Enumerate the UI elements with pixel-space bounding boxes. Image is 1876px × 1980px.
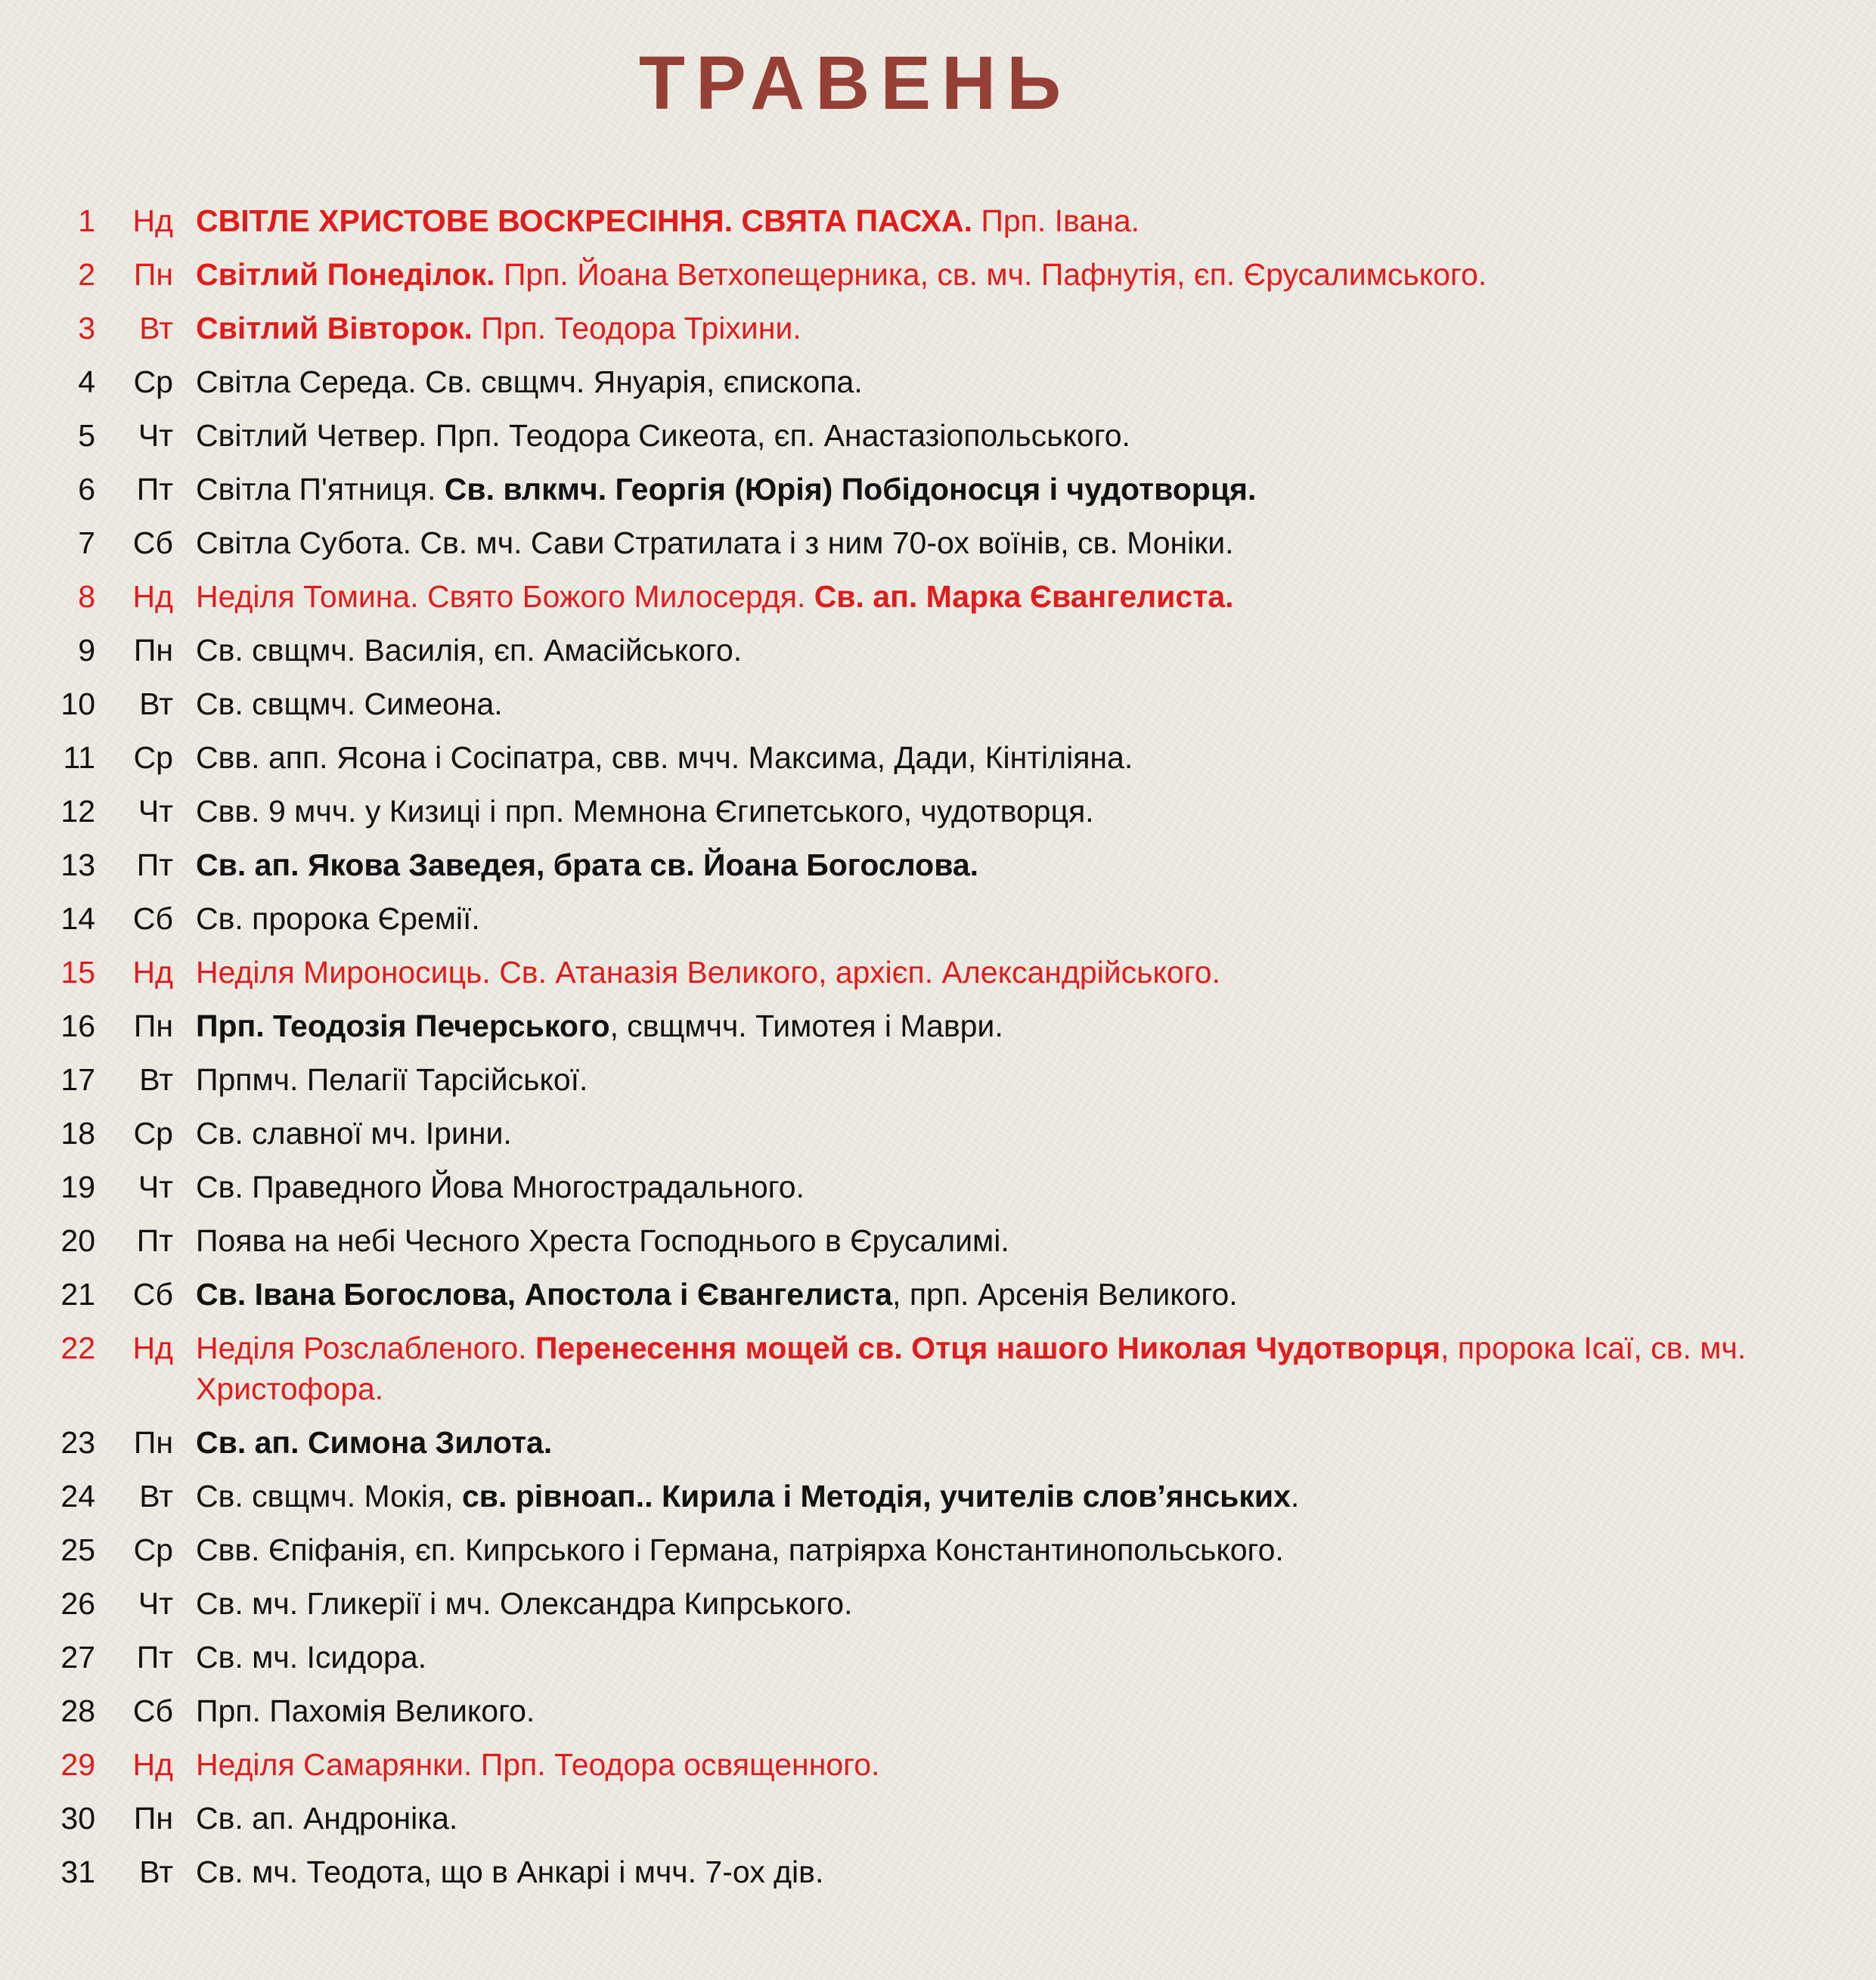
commemoration-text (196, 415, 1829, 456)
day-of-week: Пн (133, 633, 173, 668)
day-number: 14 (60, 901, 95, 936)
commemoration-text (196, 361, 1829, 402)
commemoration-regular: Св. свщмч. Мокія, (196, 1479, 462, 1514)
commemoration-regular: Прп. Івана. (972, 203, 1140, 238)
commemoration-regular: Свв. Єпіфанія, єп. Кипрського і Германа, патріярха Константинопольського. (196, 1532, 1284, 1567)
day-of-week: Вт (139, 1479, 173, 1514)
calendar-row (0, 1851, 1845, 1905)
commemoration-regular: Неділя Розслабленого. (196, 1331, 535, 1365)
commemoration-text (196, 469, 1829, 510)
day-number: 11 (63, 740, 95, 775)
day-of-week: Вт (139, 1062, 173, 1097)
day-number: 24 (60, 1479, 95, 1514)
commemoration-text (196, 1220, 1829, 1261)
calendar-row (0, 522, 1845, 576)
commemoration-regular: Світла П'ятниця. (196, 472, 445, 507)
commemoration-regular: Св. Праведного Йова Многострадального. (196, 1170, 805, 1204)
commemoration-regular: Прпмч. Пелагії Тарсійської. (196, 1062, 588, 1097)
day-of-week: Нд (132, 1747, 173, 1782)
commemoration-text (196, 1476, 1829, 1517)
day-of-week: Сб (132, 525, 173, 560)
commemoration-regular: Прп. Теодора Тріхини. (472, 311, 802, 345)
commemoration-regular: Свв. 9 мчч. у Кизиці і прп. Мемнона Єгипетського, чудотворця. (196, 794, 1094, 829)
calendar-row (0, 1328, 1845, 1422)
day-number: 30 (60, 1801, 95, 1836)
day-number: 28 (60, 1693, 95, 1728)
day-of-week: Сб (132, 1693, 173, 1728)
day-of-week: Вт (139, 311, 173, 345)
calendar-row (0, 1422, 1845, 1476)
day-number: 31 (60, 1855, 95, 1889)
day-of-week: Чт (138, 794, 173, 829)
commemoration-regular: Св. славної мч. Ірини. (196, 1116, 512, 1151)
day-of-week: Ср (133, 364, 173, 399)
commemoration-regular: Неділя Мироносиць. Св. Атаназія Великого, архієп. Александрійського. (196, 955, 1220, 990)
commemoration-text (196, 1005, 1829, 1046)
commemoration-text (196, 844, 1829, 885)
day-of-week: Чт (138, 418, 173, 453)
day-number: 20 (60, 1223, 95, 1258)
day-number: 13 (60, 847, 95, 882)
commemoration-text (196, 1744, 1829, 1785)
calendar-row (0, 630, 1845, 683)
commemoration-text (196, 1529, 1829, 1570)
day-number: 22 (60, 1331, 95, 1365)
day-number: 18 (60, 1116, 95, 1151)
page-title: ТРАВЕНЬ (638, 41, 1072, 125)
commemoration-regular: . (1290, 1479, 1300, 1514)
day-number: 5 (78, 418, 95, 453)
calendar-row (0, 1637, 1845, 1690)
commemoration-regular: , пророка Ісаї, св. мч. Христофора. (196, 1331, 1747, 1406)
day-number: 26 (60, 1586, 95, 1621)
commemoration-text (196, 254, 1829, 295)
day-of-week: Пн (133, 1425, 173, 1460)
calendar-row (0, 254, 1845, 308)
calendar-list (0, 200, 1845, 1905)
commemoration-regular: , свщмчч. Тимотея і Маври. (609, 1009, 1003, 1043)
commemoration-text (196, 1274, 1829, 1315)
commemoration-bold: Св. ап. Марка Євангелиста. (814, 579, 1234, 614)
calendar-row (0, 1798, 1845, 1851)
commemoration-regular: Прп. Пахомія Великого. (196, 1693, 535, 1728)
calendar-row (0, 898, 1845, 952)
day-number: 7 (78, 525, 95, 560)
day-number: 10 (60, 686, 95, 721)
commemoration-regular: Св. мч. Ісидора. (196, 1640, 427, 1675)
day-of-week: Чт (138, 1170, 173, 1204)
calendar-row (0, 1059, 1845, 1113)
commemoration-regular: Св. мч. Теодота, що в Анкарі і мчч. 7-ох дів. (196, 1855, 824, 1889)
calendar-row (0, 1113, 1845, 1167)
day-of-week: Вт (139, 1855, 173, 1889)
day-of-week: Ср (133, 1116, 173, 1151)
commemoration-bold: Св. ап. Якова Заведея, брата св. Йоана Богослова. (196, 847, 979, 882)
commemoration-text (196, 522, 1829, 563)
commemoration-regular: Св. ап. Андроніка. (196, 1801, 458, 1836)
commemoration-text (196, 1583, 1829, 1624)
day-number: 2 (78, 257, 95, 292)
day-of-week: Вт (139, 686, 173, 721)
commemoration-regular: Світла Середа. Св. свщмч. Януарія, єпископа. (196, 364, 863, 399)
day-number: 27 (60, 1640, 95, 1675)
commemoration-text (196, 791, 1829, 832)
commemoration-text (196, 1167, 1829, 1207)
day-of-week: Сб (132, 1277, 173, 1312)
day-number: 21 (60, 1277, 95, 1312)
day-number: 9 (78, 633, 95, 668)
day-of-week: Пн (133, 1801, 173, 1836)
commemoration-regular: Свв. апп. Ясона і Сосіпатра, свв. мчч. Максима, Дади, Кінтіліяна. (196, 740, 1133, 775)
calendar-row (0, 1005, 1845, 1059)
calendar-row (0, 1476, 1845, 1529)
calendar-row (0, 200, 1845, 254)
day-number: 29 (60, 1747, 95, 1782)
commemoration-regular: Св. мч. Гликерії і мч. Олександра Кипрського. (196, 1586, 853, 1621)
calendar-row (0, 1583, 1845, 1637)
day-number: 25 (60, 1532, 95, 1567)
calendar-row (0, 1529, 1845, 1583)
calendar-row (0, 415, 1845, 469)
day-number: 12 (60, 794, 95, 829)
commemoration-regular: Прп. Йоана Ветхопещерника, св. мч. Пафнутія, єп. Єрусалимського. (495, 257, 1487, 292)
commemoration-regular: Неділя Томина. Свято Божого Милосердя. (196, 579, 814, 614)
day-of-week: Пт (136, 1223, 173, 1258)
calendar-row (0, 1690, 1845, 1744)
day-of-week: Пн (133, 257, 173, 292)
day-number: 16 (60, 1009, 95, 1043)
calendar-row (0, 1744, 1845, 1798)
calendar-row (0, 791, 1845, 844)
day-of-week: Ср (133, 740, 173, 775)
calendar-row (0, 469, 1845, 522)
calendar-row (0, 1167, 1845, 1220)
day-number: 3 (78, 311, 95, 345)
day-of-week: Нд (132, 203, 173, 238)
calendar-row (0, 844, 1845, 898)
commemoration-text (196, 1851, 1829, 1892)
day-number: 6 (78, 472, 95, 507)
commemoration-bold: Перенесення мощей св. Отця нашого Николая Чудотворця (535, 1331, 1440, 1365)
day-of-week: Нд (132, 1331, 173, 1365)
commemoration-bold: Світлий Понеділок. (196, 257, 495, 292)
calendar-row (0, 1220, 1845, 1274)
commemoration-text (196, 683, 1829, 724)
day-of-week: Нд (132, 955, 173, 990)
calendar-row (0, 1274, 1845, 1328)
day-of-week: Пт (136, 472, 173, 507)
commemoration-regular: Поява на небі Чесного Хреста Господнього в Єрусалимі. (196, 1223, 1009, 1258)
commemoration-text (196, 1798, 1829, 1839)
commemoration-text (196, 308, 1829, 349)
commemoration-regular: Неділя Самарянки. Прп. Теодора освященного. (196, 1747, 880, 1782)
commemoration-text (196, 1422, 1829, 1463)
day-of-week: Нд (132, 579, 173, 614)
commemoration-bold: Прп. Теодозія Печерського (196, 1009, 610, 1043)
day-number: 1 (78, 203, 95, 238)
day-of-week: Ср (133, 1532, 173, 1567)
calendar-row (0, 683, 1845, 737)
day-number: 23 (60, 1425, 95, 1460)
commemoration-bold: Св. Івана Богослова, Апостола і Євангелиста (196, 1277, 893, 1312)
day-of-week: Пн (133, 1009, 173, 1043)
commemoration-regular: Св. свщмч. Василія, єп. Амасійського. (196, 633, 743, 668)
commemoration-regular: Світлий Четвер. Прп. Теодора Сикеота, єп. Анастазіопольського. (196, 418, 1130, 453)
commemoration-text (196, 1690, 1829, 1731)
day-of-week: Чт (138, 1586, 173, 1621)
commemoration-text (196, 952, 1829, 993)
calendar-row (0, 576, 1845, 630)
commemoration-text (196, 630, 1829, 671)
calendar-row (0, 308, 1845, 361)
commemoration-bold: СВІТЛЕ ХРИСТОВЕ ВОСКРЕСІННЯ. СВЯТА ПАСХА. (196, 203, 973, 238)
commemoration-bold: Св. ап. Симона Зилота. (196, 1425, 553, 1460)
day-number: 15 (60, 955, 95, 990)
day-number: 19 (60, 1170, 95, 1204)
commemoration-text (196, 898, 1829, 939)
day-of-week: Сб (132, 901, 173, 936)
commemoration-bold: Св. влкмч. Георгія (Юрія) Побідоносця і чудотворця. (444, 472, 1257, 507)
commemoration-regular: Світла Субота. Св. мч. Сави Стратилата і з ним 70-ох воїнів, св. Моніки. (196, 525, 1234, 560)
commemoration-bold: св. рівноап.. Кирила і Методія, учителів слов’янських (461, 1479, 1291, 1514)
calendar-row (0, 361, 1845, 415)
commemoration-text (196, 1637, 1829, 1678)
commemoration-regular: Св. пророка Єремії. (196, 901, 480, 936)
calendar-row (0, 737, 1845, 791)
day-of-week: Пт (136, 847, 173, 882)
commemoration-text (196, 576, 1829, 617)
day-number: 4 (78, 364, 95, 399)
commemoration-text (196, 1328, 1829, 1409)
commemoration-text (196, 737, 1829, 778)
commemoration-text (196, 1059, 1829, 1100)
day-number: 8 (78, 579, 95, 614)
commemoration-regular: Св. свщмч. Симеона. (196, 686, 503, 721)
commemoration-regular: , прп. Арсенія Великого. (892, 1277, 1238, 1312)
commemoration-bold: Світлий Вівторок. (196, 311, 473, 345)
commemoration-text (196, 1113, 1829, 1154)
day-of-week: Пт (136, 1640, 173, 1675)
day-number: 17 (60, 1062, 95, 1097)
calendar-row (0, 952, 1845, 1005)
commemoration-text (196, 200, 1829, 241)
